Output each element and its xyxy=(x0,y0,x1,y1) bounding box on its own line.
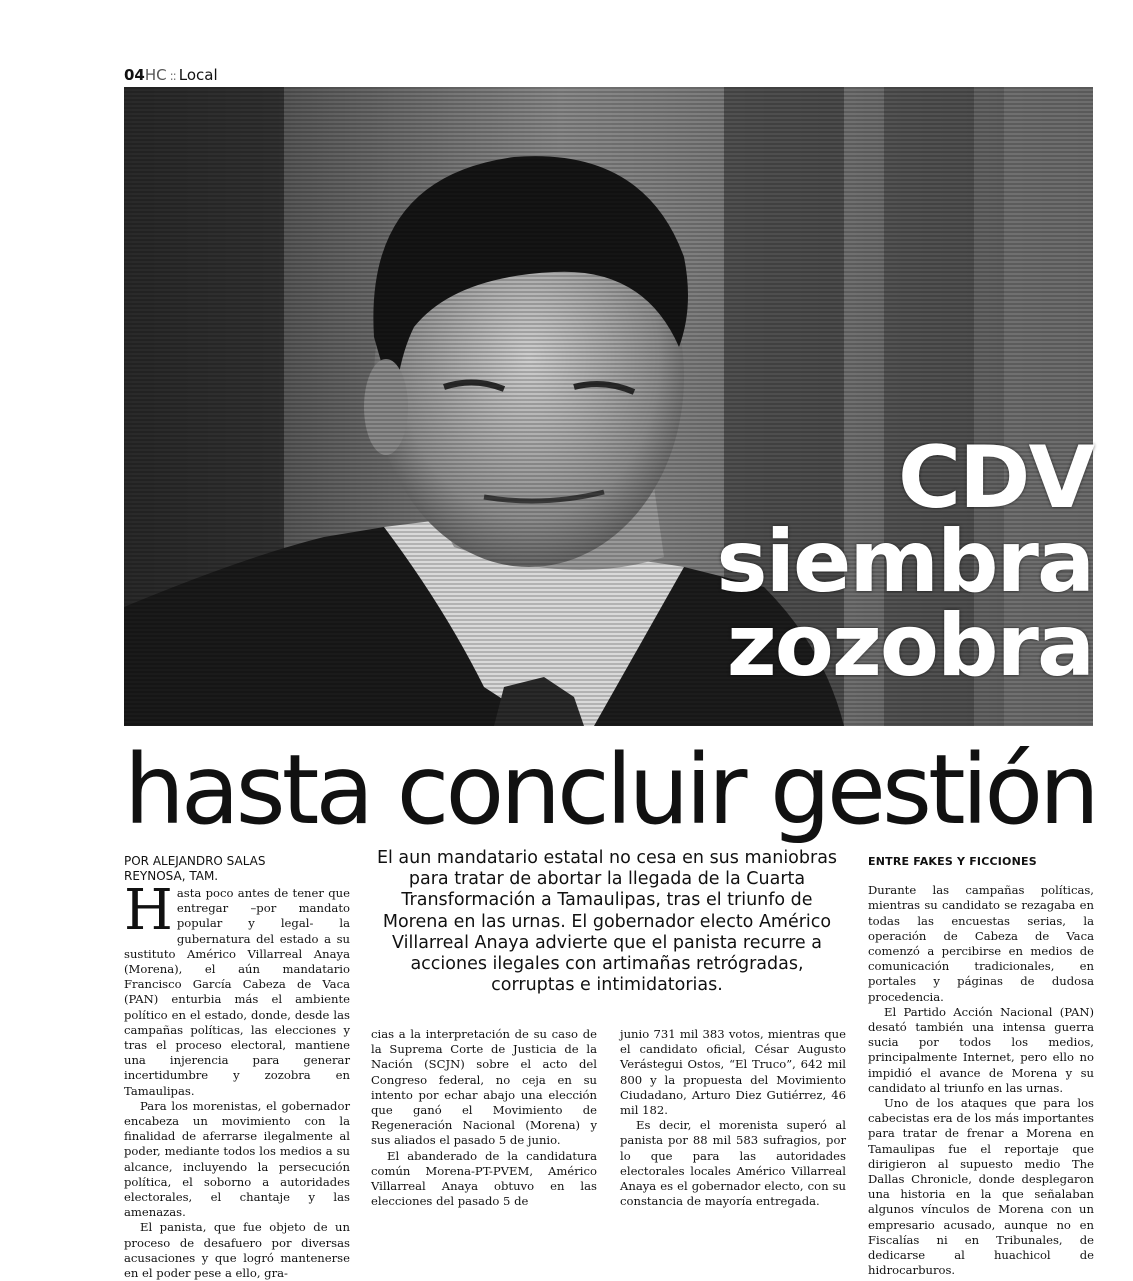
article-paragraph: Uno de los ataques que para los cabecistas era de los más importantes para tratar de frenar a Morena en Tamaulipas fue el reportaje que dirigieron al supuesto medio The Dallas Chronicle, donde desplegaron una historia en la que señalaban algunos vínculos de Morena con un empresario acusado, aunque no en Fiscalías ni en Tribunales, de dedicarse al huachicol de hidrocarburos. xyxy=(868,1096,1094,1278)
folio-separator: :: xyxy=(169,69,176,83)
section-subhead: ENTRE FAKES Y FICCIONES xyxy=(868,855,1037,868)
headline-main: hasta concluir gestión xyxy=(124,734,1096,846)
article-column-4 xyxy=(868,854,1094,1278)
headline-overlay-line-1: CDV xyxy=(897,428,1093,528)
section-name: Local xyxy=(178,66,218,84)
article-paragraph: Es decir, el morenista superó al panista por 88 mil 583 sufragios, por lo que para las autoridades electorales locales Américo Villarreal Anaya es el gobernador electo, con su constancia de mayoría entregada. xyxy=(620,1118,846,1209)
article-paragraph: Durante las campañas políticas, mientras su candidato se rezagaba en todas las encuestas serias, la operación de Cabeza de Vaca comenzó a percibirse en medios de comunicación tradicionales, en portales y páginas de dudosa procedencia. xyxy=(868,883,1094,1004)
article-paragraph: El panista, que fue objeto de un proceso de desafuero por diversas acusaciones y que logró mantenerse en el poder pese a ello, gra- xyxy=(124,1220,350,1281)
article-paragraph: Hasta poco antes de tener que entregar –por mandato popular y legal- la gubernatura del estado a su sustituto Américo Villarreal Anaya (Morena), el aún mandatario Francisco García Cabeza de Vaca (PAN) enturbia más el ambiente político en el estado, donde, desde las campañas políticas, las elecciones y tras el proceso electoral, mantiene una injerencia para generar incertidumbre y zozobra en Tamaulipas. xyxy=(124,878,350,1098)
article-paragraph: Para los morenistas, el gobernador encabeza un movimiento con la finalidad de aferrarse ilegalmente al poder, mediante todos los medios a su alcance, incluyendo la persecución política, el soborno a autoridades electorales, el chantaje y las amenazas. xyxy=(124,1098,350,1220)
headline-overlay-line-3: zozobra xyxy=(726,596,1093,696)
article-paragraph: El Partido Acción Nacional (PAN) desató también una intensa guerra sucia por todos los medios, principalmente Internet, pero ello no impidió el avance de Morena y su candidato al triunfo en las urnas. xyxy=(868,1004,1094,1095)
headline-overlay xyxy=(716,428,1093,696)
article-paragraph: junio 731 mil 383 votos, mientras que el candidato oficial, César Augusto Verástegui Ostos, “El Truco”, 642 mil 800 y la propuesta del Movimiento Ciudadano, Arturo Diez Gutiérrez, 46 mil 182. xyxy=(620,1027,846,1118)
article-column-3 xyxy=(620,1027,846,1209)
article-deck: El aun mandatario estatal no cesa en sus maniobras para tratar de abortar la llegada de la Cuarta Transformación a Tamaulipas, tras el triunfo de Morena en las urnas. El gobernador electo Américo Villarreal Anaya advierte que el panista recurre a acciones ilegales con artimañas retrógradas, corruptas e intimidatorias. xyxy=(376,848,838,996)
byline-author: POR ALEJANDRO SALAS xyxy=(124,854,266,868)
article-column-1 xyxy=(124,854,350,1281)
drop-cap: H xyxy=(124,878,173,943)
article-paragraph: El abanderado de la candidatura común Morena-PT-PVEM, Américo Villarreal Anaya obtuvo en las elecciones del pasado 5 de xyxy=(371,1148,597,1209)
headline-overlay-line-2: siembra xyxy=(716,512,1093,612)
byline-dateline: REYNOSA, TAM. xyxy=(124,869,219,883)
page-number: 04 xyxy=(124,66,145,84)
article-column-2 xyxy=(371,1027,597,1209)
publication-mark: HC xyxy=(144,66,167,84)
page-folio xyxy=(124,66,218,84)
article-paragraph: cias a la interpretación de su caso de la Suprema Corte de Justicia de la Nación (SCJN) sobre el acto del Congreso federal, no ceja en su intento por echar abajo una elección que ganó el Movimiento de Regeneración Nacional (Morena) y sus aliados el pasado 5 de junio. xyxy=(371,1027,597,1148)
